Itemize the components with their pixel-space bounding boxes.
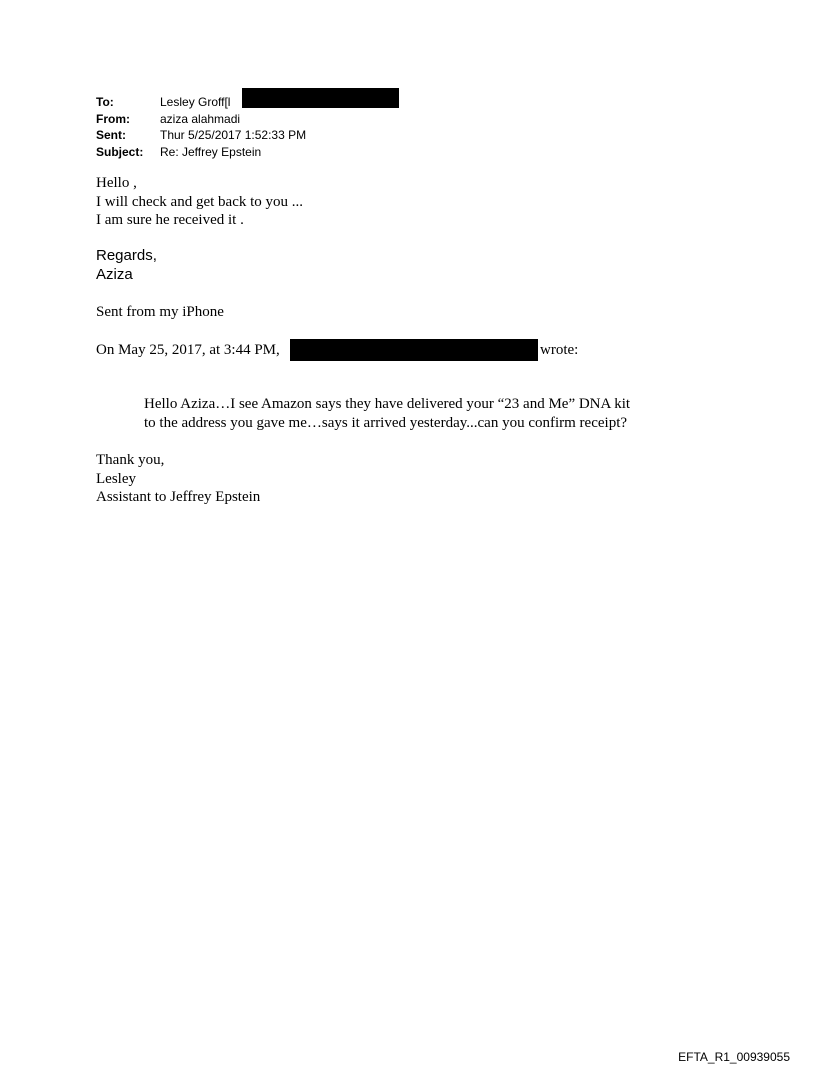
reply-body <box>96 174 303 230</box>
sent-label: Sent: <box>96 128 126 142</box>
from-label: From: <box>96 111 130 126</box>
document-id: EFTA_R1_00939055 <box>678 1050 790 1064</box>
signature-name: Aziza <box>96 265 133 283</box>
reply-signature <box>96 247 157 284</box>
quoted-line: Hello Aziza…I see Amazon says they have delivered your “23 and Me” DNA kit <box>144 396 631 412</box>
redaction-box-recipient-email <box>242 88 399 108</box>
to-label: To: <box>96 95 114 109</box>
quote-intro <box>96 341 280 360</box>
quoted-line: to the address you gave me…says it arrived yesterday...can you confirm receipt? <box>144 414 628 431</box>
closing-line: Lesley <box>96 470 136 487</box>
to-value: Lesley Groff[l <box>160 95 231 109</box>
closing-line: Thank you, <box>96 452 165 468</box>
redaction-box-sender-address <box>290 339 538 361</box>
header-sent-row <box>96 127 306 144</box>
closing-line: Assistant to Jeffrey Epstein <box>96 489 261 505</box>
subject-label: Subject: <box>96 144 144 159</box>
from-value: aziza alahmadi <box>160 111 241 126</box>
quoted-message <box>144 395 630 432</box>
regards-text: Regards, <box>96 247 157 264</box>
sent-value: Thur 5/25/2017 1:52:33 PM <box>160 128 307 142</box>
sent-from-text: Sent from my iPhone <box>96 304 224 320</box>
header-subject-row <box>96 144 306 161</box>
quote-intro-suffix: wrote: <box>540 342 579 358</box>
header-from-row <box>96 111 306 128</box>
sent-from-device <box>96 303 224 322</box>
reply-line: I will check and get back to you ... <box>96 193 304 210</box>
closing-signature <box>96 451 260 507</box>
quote-intro-prefix: On May 25, 2017, at 3:44 PM, <box>96 342 280 358</box>
reply-line: Hello , <box>96 175 137 191</box>
reply-line: I am sure he received it . <box>96 212 244 228</box>
subject-value: Re: Jeffrey Epstein <box>160 144 262 159</box>
